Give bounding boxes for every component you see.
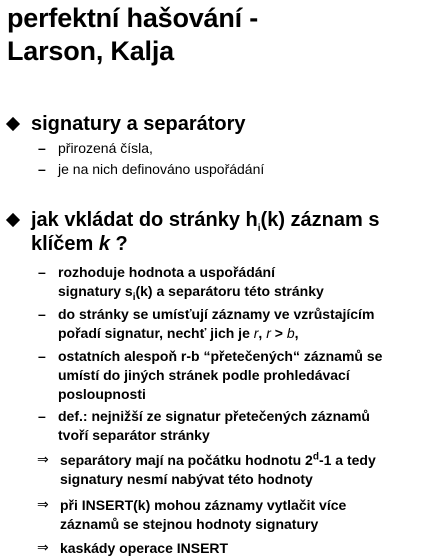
implication-text: při INSERT(k) mohou záznamy vytlačit více záznamů se stejnou hodnoty signatury: [60, 497, 347, 532]
bullet-text: jak vkládat do stránky $h_i(k)$ záznam s klíčem k ?: [31, 209, 380, 255]
sub-item-text: do stránky se umísťují záznamy ve vzrůstajícím pořadí signatur, nechť jich je r, r > b,: [58, 306, 375, 341]
dash-icon: –: [38, 140, 46, 156]
title-line-2: Larson, Kalja: [7, 36, 174, 66]
dash-icon: –: [38, 408, 46, 424]
implication-text: kaskády operace INSERT: [60, 540, 229, 556]
title-line-1: perfektní hašování -: [7, 3, 259, 33]
dash-icon: –: [38, 264, 46, 280]
sub-item-text: def.: nejnižší ze signatur přetečených záznamů tvoří separátor stránky: [58, 408, 370, 443]
sub-item-text: rozhoduje hodnota a uspořádání signatury $s_i(k)$ a separátoru této stránky: [58, 264, 324, 303]
sub-item-text: ostatních alespoň r-b “přetečených“ záznamů se umístí do jiných stránek podle prohledávací posloupnosti: [58, 348, 383, 402]
sub-item-text: je na nich definováno uspořádání: [58, 161, 265, 177]
dash-icon: –: [38, 161, 46, 177]
bullet-text: signatury a separátory: [31, 113, 246, 135]
dash-icon: –: [38, 306, 46, 322]
slide-title: [7, 2, 437, 68]
diamond-bullet-icon: [6, 117, 20, 131]
implies-arrow-icon: ⇒: [37, 452, 49, 468]
sub-item-text: přirozená čísla,: [58, 140, 153, 156]
implies-arrow-icon: ⇒: [37, 497, 49, 513]
implies-arrow-icon: ⇒: [37, 540, 49, 556]
dash-icon: –: [38, 348, 46, 364]
implication-text: separátory mají na počátku hodnotu 2$^d$-1 a tedy signatury nesmí nabývat této hodnoty: [60, 451, 376, 487]
diamond-bullet-icon: [6, 213, 20, 227]
